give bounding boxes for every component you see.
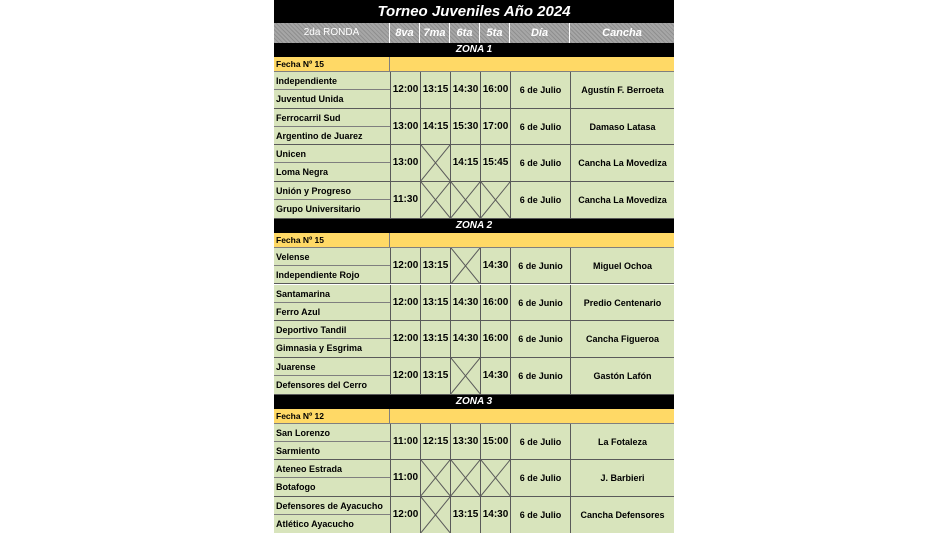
home-team: Santamarina — [274, 285, 390, 303]
match-venue: Miguel Ochoa — [570, 248, 674, 285]
time-6ta: 15:30 — [450, 109, 480, 146]
away-team: Loma Negra — [276, 167, 329, 178]
zone-header: ZONA 3 — [274, 395, 674, 409]
match-day: 6 de Julio — [510, 497, 570, 533]
time-8va: 13:00 — [390, 109, 420, 146]
away-team: Ferro Azul — [276, 306, 321, 317]
time-6ta: 14:30 — [450, 285, 480, 322]
match-day: 6 de Julio — [510, 182, 570, 219]
sheet-title: Torneo Juveniles Año 2024 — [274, 0, 674, 23]
header-col-cancha: Cancha — [602, 27, 642, 39]
no-match-cross-icon — [450, 182, 480, 219]
home-team: Unicen — [274, 145, 390, 163]
match-day: 6 de Julio — [510, 72, 570, 109]
match-row — [274, 424, 674, 461]
no-match-cross-icon — [450, 248, 480, 285]
match-row — [274, 248, 674, 285]
home-team: Deportivo Tandil — [274, 321, 390, 339]
time-8va: 11:00 — [390, 424, 420, 461]
header-col-8va: 8va — [390, 23, 420, 43]
time-8va: 12:00 — [390, 285, 420, 322]
match-row — [274, 285, 674, 322]
match-venue: Predio Centenario — [570, 285, 674, 322]
no-match-cross-icon — [420, 182, 450, 219]
no-match-cross-icon — [420, 460, 450, 497]
match-day: 6 de Julio — [510, 145, 570, 182]
time-5ta: 16:00 — [480, 72, 510, 109]
fecha-label: Fecha Nº 15 — [274, 233, 390, 247]
home-team: Defensores de Ayacucho — [274, 497, 390, 515]
time-6ta: 13:15 — [450, 497, 480, 533]
away-team: Grupo Universitario — [276, 204, 361, 215]
time-8va: 12:00 — [390, 248, 420, 285]
no-match-cross-icon — [480, 460, 510, 497]
home-team: Juarense — [274, 358, 390, 376]
time-6ta: 13:30 — [450, 424, 480, 461]
match-day: 6 de Junio — [510, 321, 570, 358]
away-team: Botafogo — [276, 482, 316, 493]
match-venue: Cancha Defensores — [570, 497, 674, 533]
match-row — [274, 321, 674, 358]
away-team: Sarmiento — [276, 445, 321, 456]
fecha-row — [274, 409, 674, 424]
header-col-6ta: 6ta — [450, 23, 480, 43]
match-day: 6 de Julio — [510, 424, 570, 461]
no-match-cross-icon — [420, 145, 450, 182]
match-row — [274, 145, 674, 182]
home-team: Unión y Progreso — [274, 182, 390, 200]
fixture-sheet — [274, 0, 674, 533]
fecha-label: Fecha Nº 12 — [274, 409, 390, 423]
header-col-5ta: 5ta — [480, 23, 510, 43]
no-match-cross-icon — [480, 182, 510, 219]
header-round: 2da RONDA — [274, 23, 390, 43]
fecha-row — [274, 233, 674, 248]
away-team: Atlético Ayacucho — [276, 519, 354, 529]
match-row — [274, 358, 674, 395]
time-7ma: 13:15 — [420, 248, 450, 285]
time-8va: 13:00 — [390, 145, 420, 182]
match-day: 6 de Junio — [510, 248, 570, 285]
time-7ma: 14:15 — [420, 109, 450, 146]
time-8va: 12:00 — [390, 497, 420, 533]
match-venue: Agustín F. Berroeta — [570, 72, 674, 109]
match-day: 6 de Julio — [510, 109, 570, 146]
match-row — [274, 497, 674, 533]
away-team: Argentino de Juarez — [276, 130, 363, 141]
time-5ta: 15:00 — [480, 424, 510, 461]
home-team: San Lorenzo — [274, 424, 390, 442]
zone-header: ZONA 1 — [274, 43, 674, 57]
time-8va: 12:00 — [390, 72, 420, 109]
time-5ta: 14:30 — [480, 358, 510, 395]
fecha-row — [274, 57, 674, 72]
time-6ta: 14:30 — [450, 72, 480, 109]
match-day: 6 de Junio — [510, 358, 570, 395]
match-row — [274, 109, 674, 146]
time-8va: 12:00 — [390, 358, 420, 395]
time-5ta: 14:30 — [480, 497, 510, 533]
time-5ta: 16:00 — [480, 321, 510, 358]
away-team: Independiente Rojo — [276, 269, 360, 280]
match-day: 6 de Junio — [510, 285, 570, 322]
time-8va: 11:00 — [390, 460, 420, 497]
time-7ma: 13:15 — [420, 321, 450, 358]
away-team: Defensores del Cerro — [276, 379, 368, 390]
time-7ma: 13:15 — [420, 285, 450, 322]
time-7ma: 13:15 — [420, 72, 450, 109]
no-match-cross-icon — [450, 358, 480, 395]
time-7ma: 13:15 — [420, 358, 450, 395]
header-col-7ma: 7ma — [420, 23, 450, 43]
column-header-row — [274, 23, 674, 43]
home-team: Ferrocarril Sud — [274, 109, 390, 127]
time-6ta: 14:15 — [450, 145, 480, 182]
match-venue: Cancha Figueroa — [570, 321, 674, 358]
time-5ta: 15:45 — [480, 145, 510, 182]
match-row — [274, 72, 674, 109]
time-5ta: 16:00 — [480, 285, 510, 322]
match-venue: J. Barbieri — [570, 460, 674, 497]
time-6ta: 14:30 — [450, 321, 480, 358]
home-team: Ateneo Estrada — [274, 460, 390, 478]
away-team: Gimnasia y Esgrima — [276, 343, 363, 354]
no-match-cross-icon — [450, 460, 480, 497]
time-8va: 11:30 — [390, 182, 420, 219]
header-col-dia: Día — [510, 23, 570, 43]
match-venue: La Fotaleza — [570, 424, 674, 461]
time-5ta: 14:30 — [480, 248, 510, 285]
time-8va: 12:00 — [390, 321, 420, 358]
fecha-label: Fecha Nº 15 — [274, 57, 390, 71]
away-team: Juventud Unida — [276, 94, 344, 104]
match-row — [274, 182, 674, 219]
time-7ma: 12:15 — [420, 424, 450, 461]
zone-header: ZONA 2 — [274, 219, 674, 233]
match-venue: Cancha La Movediza — [570, 145, 674, 182]
match-row — [274, 460, 674, 497]
home-team: Velense — [274, 248, 390, 266]
match-venue: Cancha La Movediza — [570, 182, 674, 219]
match-venue: Damaso Latasa — [570, 109, 674, 146]
time-5ta: 17:00 — [480, 109, 510, 146]
match-day: 6 de Julio — [510, 460, 570, 497]
no-match-cross-icon — [420, 497, 450, 533]
match-venue: Gastón Lafón — [570, 358, 674, 395]
home-team: Independiente — [274, 72, 390, 90]
